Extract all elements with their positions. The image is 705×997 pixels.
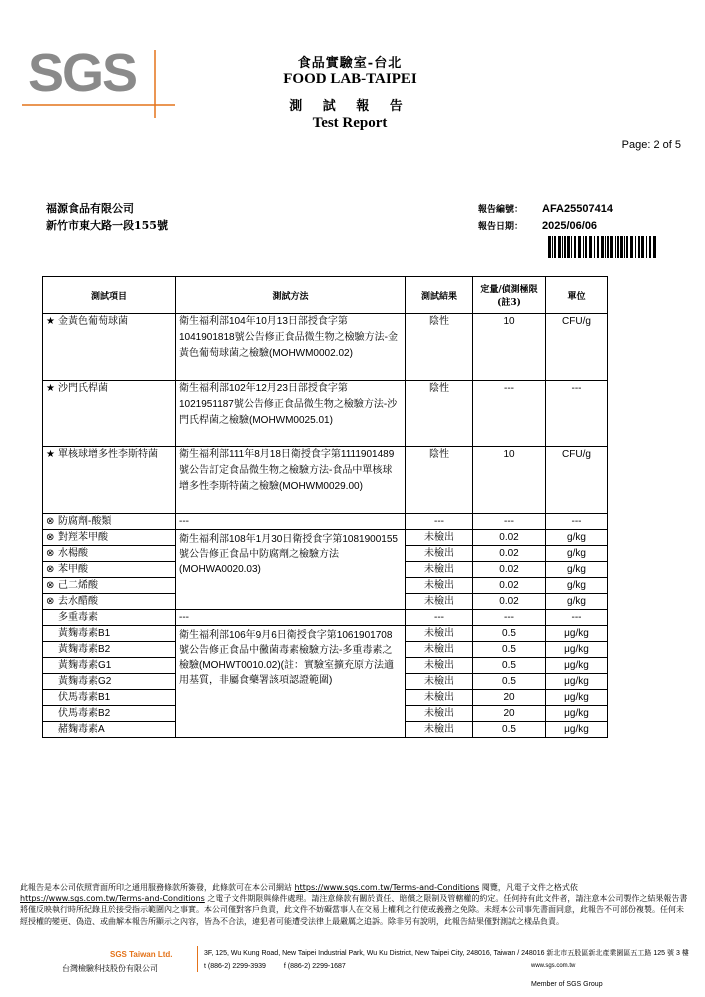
company-address [204,947,689,973]
result-cell: 未檢出 [406,690,473,706]
limit-cell: --- [473,610,546,626]
table-row [43,447,608,514]
limit-cell: 0.5 [473,722,546,738]
barcode-bar [630,236,633,258]
barcode-bar [571,236,572,258]
result-cell: 未檢出 [406,594,473,610]
disclaimer-part-2: 閱覽，凡電子文件之格式依 [481,883,578,892]
address-zh: / 248016 新北市五股區新北產業園區五工路 125 號 3 樓 [517,950,689,957]
footer-divider [197,946,198,972]
method-cell: 衛生福利部108年1月30日衛授食字第1081900155號公告修正食品中防腐劑之檢驗方法(MOHWA0020.03) [176,530,406,610]
disclaimer-part-3: 之電子文件期限與條件處理。請注意條款有關於責任、賠償之限制及管轄權的約定。任何持有此文件者，請注意本公司製作之結果報告書將僅反映執行時所紀錄且於接受指示範圍內之事實。本公司僅對客戶負責，此文件不妨礙當事人在交易上權利之行使或義務之免除。未經本公司事先書面同意，此報告不可部份複製。任何未經授權的變更、偽造、或曲解本報告所顯示之內容，皆為不合法，違犯者可能遭受法律上最嚴厲之追訴。除非另有說明，此報告結果僅對測試之樣品負責。 [20,894,688,926]
barcode-bar [567,236,570,258]
report-title-zh: 測 試 報 告 [289,99,411,114]
barcode-bar [548,236,551,258]
barcode-bar [552,236,553,258]
item-cell: ⊗ 防腐劑-酸類 [43,514,176,530]
item-cell: 伏馬毒素B1 [43,690,176,706]
barcode-bar [578,236,581,258]
company-name-zh: 台灣檢驗科技股份有限公司 [62,964,158,973]
unit-cell: g/kg [546,562,608,578]
footer-disclaimer [20,882,688,927]
table-row [43,530,608,546]
website[interactable]: www.sgs.com.tw [531,963,576,969]
method-cell: 衛生福利部102年12月23日部授食字第1021951187號公告修正食品微生物之檢驗方法-沙門氏桿菌之檢驗(MOHWM0025.01) [176,381,406,447]
table-row [43,381,608,447]
method-cell: 衛生福利部106年9月6日衛授食字第1061901708號公告修正食品中黴菌毒素檢驗方法-多重毒素之檢驗(MOHWT0010.02)(註：實驗室擴充原方法適用基質，非屬食藥署該項認證範圍) [176,626,406,738]
barcode-bar [610,236,613,258]
limit-cell: 0.02 [473,546,546,562]
unit-cell: --- [546,610,608,626]
unit-cell: μg/kg [546,642,608,658]
item-cell: ★ 單核球增多性李斯特菌 [43,447,176,514]
results-table [42,276,608,738]
unit-cell: μg/kg [546,690,608,706]
unit-cell: --- [546,381,608,447]
method-cell: --- [176,610,406,626]
barcode-bar [597,236,599,258]
item-cell: 伏馬毒素B2 [43,706,176,722]
unit-cell: --- [546,514,608,530]
table-row [43,314,608,381]
item-cell: 黃麴毒素B1 [43,626,176,642]
limit-cell: 0.02 [473,562,546,578]
unit-cell: g/kg [546,546,608,562]
barcode-bar [562,236,563,258]
item-cell: ⊗ 去水醋酸 [43,594,176,610]
report-date-label: 報告日期： [478,222,524,232]
barcode-bar [626,236,628,258]
unit-cell: μg/kg [546,722,608,738]
barcode-bar [635,236,636,258]
unit-cell: g/kg [546,594,608,610]
barcode-bar [638,236,640,258]
lab-name-zh: 食品實驗室-台北 [297,56,403,71]
barcode-bar [653,236,656,258]
client-name: 福源食品有限公司 [46,202,134,215]
barcode-bar [601,236,604,258]
barcode-bar [615,236,616,258]
barcode-bar [554,236,556,258]
result-cell: 未檢出 [406,722,473,738]
unit-cell: μg/kg [546,626,608,642]
page-number: Page: 2 of 5 [621,139,681,151]
sgs-logo-text: SGS [28,43,137,103]
barcode-bar [607,236,609,258]
limit-cell: --- [473,514,546,530]
address-en: 3F, 125, Wu Kung Road, New Taipei Industrial Park, Wu Ku District, New Taipei City, 248016, Taiwan [204,950,516,957]
item-cell: ⊗ 水楊酸 [43,546,176,562]
barcode-bar [620,236,623,258]
limit-cell: 0.02 [473,594,546,610]
limit-cell: 0.5 [473,674,546,690]
terms-link-2[interactable]: https://www.sgs.com.tw/Terms-and-Conditions [20,894,205,904]
limit-cell: 10 [473,447,546,514]
table-row [43,610,608,626]
barcode-bar [646,236,647,258]
unit-cell: g/kg [546,530,608,546]
item-cell: 赭麴毒素A [43,722,176,738]
client-address: 新竹市東大路一段155號 [46,219,168,232]
item-cell: 黃麴毒素B2 [43,642,176,658]
item-cell: 黃麴毒素G1 [43,658,176,674]
barcode-bar [583,236,584,258]
barcode-bar [605,236,606,258]
header-result: 測試結果 [406,277,473,314]
company-name-en: SGS Taiwan Ltd. [110,950,173,959]
method-cell: 衛生福利部111年8月18日衛授食字第1111901489號公告訂定食品微生物之檢驗方法-食品中單核球增多性李斯特菌之檢驗(MOHWM0029.00) [176,447,406,514]
limit-cell: 10 [473,314,546,381]
header-method: 測試方法 [176,277,406,314]
limit-cell: 0.02 [473,578,546,594]
barcode-bar [558,236,561,258]
item-cell: 黃麴毒素G2 [43,674,176,690]
result-cell: --- [406,610,473,626]
barcode-bar [624,236,625,258]
unit-cell: μg/kg [546,674,608,690]
barcode-bar [564,236,566,258]
table-row [43,514,608,530]
result-cell: 陰性 [406,381,473,447]
limit-cell: 0.5 [473,626,546,642]
fax: f (886-2) 2299-1687 [283,963,346,970]
lab-name-en: FOOD LAB-TAIPEI [283,71,417,87]
result-cell: 未檢出 [406,642,473,658]
header-limit-text: 定量/偵測極限(註3) [480,285,538,308]
header-item: 測試項目 [43,277,176,314]
report-no-value: AFA25507414 [542,203,613,215]
barcode-bar [574,236,576,258]
barcode-bar [585,236,587,258]
barcode-bar [594,236,595,258]
method-cell: 衛生福利部104年10月13日部授食字第1041901818號公告修正食品微生物之檢驗方法-金黃色葡萄球菌之檢驗(MOHWM0002.02) [176,314,406,381]
barcode-bar [617,236,619,258]
result-cell: 未檢出 [406,706,473,722]
table-row [43,626,608,642]
item-cell: ★ 金黃色葡萄球菌 [43,314,176,381]
result-cell: 未檢出 [406,626,473,642]
result-cell: 未檢出 [406,530,473,546]
tel: t (886-2) 2299-3939 [204,963,266,970]
barcode-bar [649,236,651,258]
result-cell: 陰性 [406,314,473,381]
limit-cell: 20 [473,706,546,722]
member-of-sgs: Member of SGS Group [531,981,603,988]
terms-link[interactable]: https://www.sgs.com.tw/Terms-and-Conditions [294,883,480,892]
method-cell: --- [176,514,406,530]
barcode-bar [641,236,644,258]
result-cell: 未檢出 [406,674,473,690]
unit-cell: g/kg [546,578,608,594]
table-header-row [43,277,608,314]
report-no-label: 報告編號： [478,205,524,215]
barcode [548,236,660,258]
client-block [46,200,168,234]
limit-cell: 0.5 [473,642,546,658]
item-cell: ⊗ 己二烯酸 [43,578,176,594]
item-cell: ⊗ 對羥苯甲酸 [43,530,176,546]
unit-cell: CFU/g [546,314,608,381]
item-cell: ⊗ 苯甲酸 [43,562,176,578]
result-cell: --- [406,514,473,530]
disclaimer-part-1: 此報告是本公司依照背面所印之通用服務條款所簽發，此條款可在本公司網站 [20,883,292,892]
report-meta [478,201,613,235]
barcode-bar [589,236,592,258]
result-cell: 陰性 [406,447,473,514]
header-limit [473,277,546,314]
item-cell: ★ 沙門氏桿菌 [43,381,176,447]
unit-cell: μg/kg [546,658,608,674]
report-date-value: 2025/06/06 [542,220,598,232]
limit-cell: 0.02 [473,530,546,546]
item-cell: 多重毒素 [43,610,176,626]
report-title-en: Test Report [312,115,388,131]
result-cell: 未檢出 [406,658,473,674]
limit-cell: 0.5 [473,658,546,674]
result-cell: 未檢出 [406,562,473,578]
limit-cell: --- [473,381,546,447]
result-cell: 未檢出 [406,546,473,562]
limit-cell: 20 [473,690,546,706]
unit-cell: μg/kg [546,706,608,722]
unit-cell: CFU/g [546,447,608,514]
header-unit: 單位 [546,277,608,314]
result-cell: 未檢出 [406,578,473,594]
